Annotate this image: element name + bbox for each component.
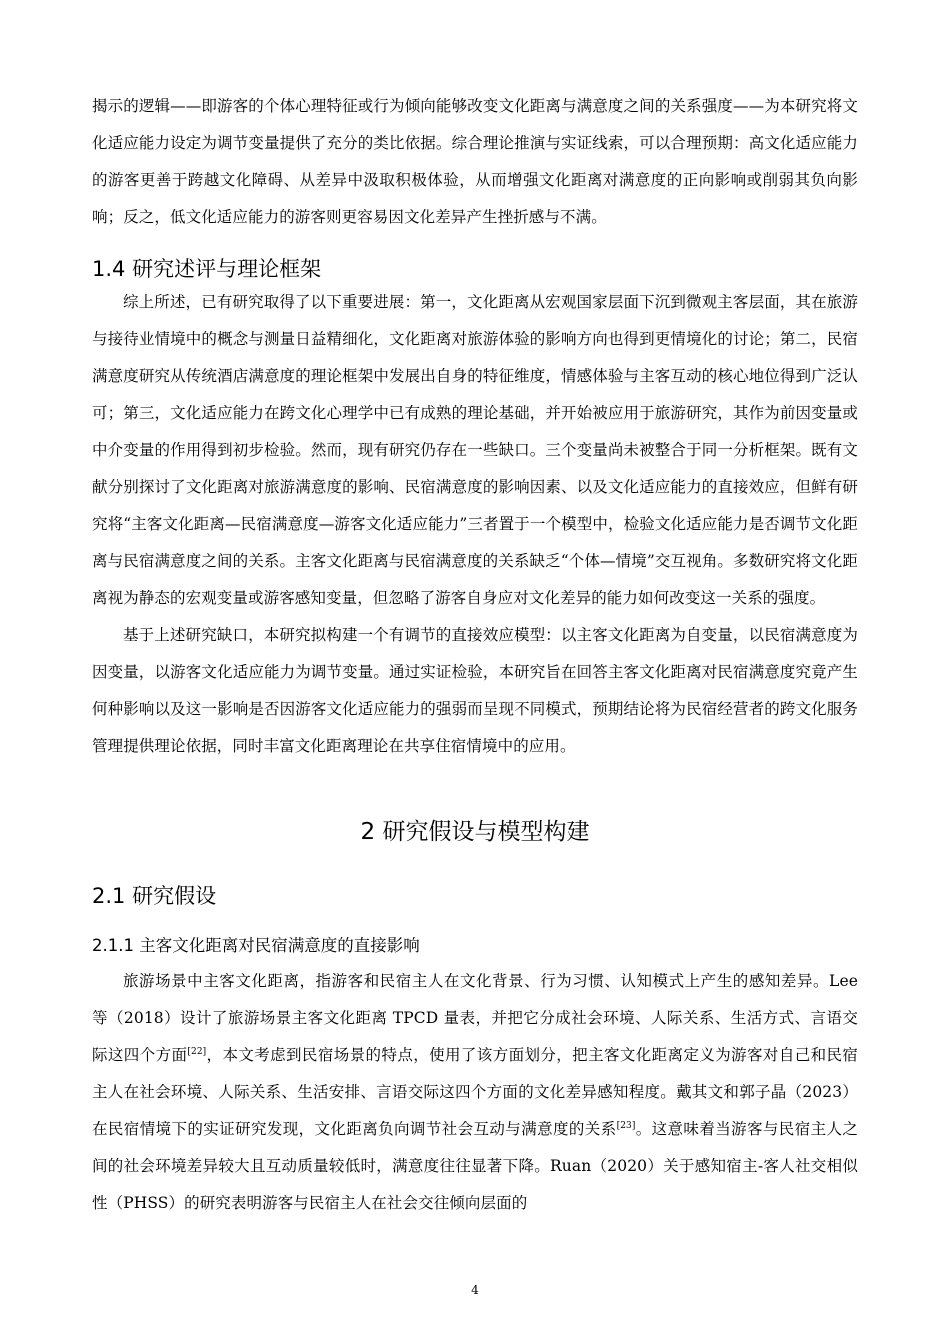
- citation-ref: [23]: [616, 1120, 636, 1131]
- page-number: 4: [471, 1283, 479, 1297]
- paragraph-text: 综上所述，已有研究取得了以下重要进展：第一，文化距离从宏观国家层面下沉到微观主客层面，其在旅游与接待业情境中的概念与测量日益精细化，文化距离对旅游体验的影响方向也得到更情境化的讨论；第二，民宿满意度研究从传统酒店满意度的理论框架中发展出自身的特征维度，情感体验与主客互动的核心地位得到广泛认可；第三，文化适应能力在跨文化心理学中已有成熟的理论基础，并开始被应用于旅游研究，其作为前因变量或中介变量的作用得到初步检验。然而，现有研究仍存在一些缺口。三个变量尚未被整合于同一分析框架。既有文献分别探讨了文化距离对旅游满意度的影响、民宿满意度的影响因素、以及文化适应能力的直接效应，但鲜有研究将“主客文化距离—民宿满意度—游客文化适应能力”三者置于一个模型中，检验文化适应能力是否调节文化距离与民宿满意度之间的关系。主客文化距离与民宿满意度的关系缺乏“个体—情境”交互视角。多数研究将文化距离视为静态的宏观变量或游客感知变量，但忽略了游客自身应对文化差异的能力如何改变这一关系的强度。: [92, 293, 858, 607]
- paragraph-text: 揭示的逻辑——即游客的个体心理特征或行为倾向能够改变文化距离与满意度之间的关系强度——为本研究将文化适应能力设定为调节变量提供了充分的类比依据。综合理论推演与实证线索，可以合理预期：高文化适应能力的游客更善于跨越文化障碍、从差异中汲取积极体验，从而增强文化距离对满意度的正向影响或削弱其负向影响；反之，低文化适应能力的游客则更容易因文化差异产生挫折感与不满。: [92, 97, 858, 226]
- chapter-heading-2: 2 研究假设与模型构建: [360, 819, 590, 845]
- paragraph-part: ，本文考虑到民宿场景的特点，使用了该方面划分，把主客文化距离定义为游客对自己和民宿主人在社会环境、人际关系、生活安排、言语交际这四个方面的文化差异感知程度。戴其文和郭子晶（2023）在民宿情境下的实证研究发现，文化距离负向调节社会互动与满意度的关系: [92, 1046, 858, 1138]
- paragraph-part: 。这意味着当游客与民宿主人之间的社会环境差异较大且互动质量较低时，满意度往往显著下降。Ruan（2020）关于感知宿主-客人社交相似性（PHSS）的研究表明游客与民宿主人在社会交往倾向层面的: [92, 1120, 858, 1212]
- paragraph-part: 旅游场景中主客文化距离，指游客和民宿主人在文化背景、行为习惯、认知模式上产生的感知差异。Lee 等（2018）设计了旅游场景主客文化距离 TPCD 量表，并把它分成社会环境、人际关系、生活方式、言语交际这四个方面: [92, 972, 858, 1064]
- section-heading-2-1: 2.1 研究假设: [92, 884, 217, 908]
- section-1-4-body: [92, 284, 858, 765]
- paragraph-text: [92, 963, 858, 1222]
- citation-ref: [22]: [187, 1046, 207, 1057]
- section-heading-1-4: 1.4 研究述评与理论框架: [92, 257, 322, 281]
- subsection-heading-2-1-1: 2.1.1 主客文化距离对民宿满意度的直接影响: [92, 936, 420, 955]
- section-2-1-1-body: [92, 963, 858, 1222]
- body-paragraph-continuation: [92, 88, 858, 236]
- paragraph-text: 基于上述研究缺口，本研究拟构建一个有调节的直接效应模型：以主客文化距离为自变量，以民宿满意度为因变量，以游客文化适应能力为调节变量。通过实证检验，本研究旨在回答主客文化距离对民宿满意度究竟产生何种影响以及这一影响是否因游客文化适应能力的强弱而呈现不同模式，预期结论将为民宿经营者的跨文化服务管理提供理论依据，同时丰富文化距离理论在共享住宿情境中的应用。: [92, 626, 858, 755]
